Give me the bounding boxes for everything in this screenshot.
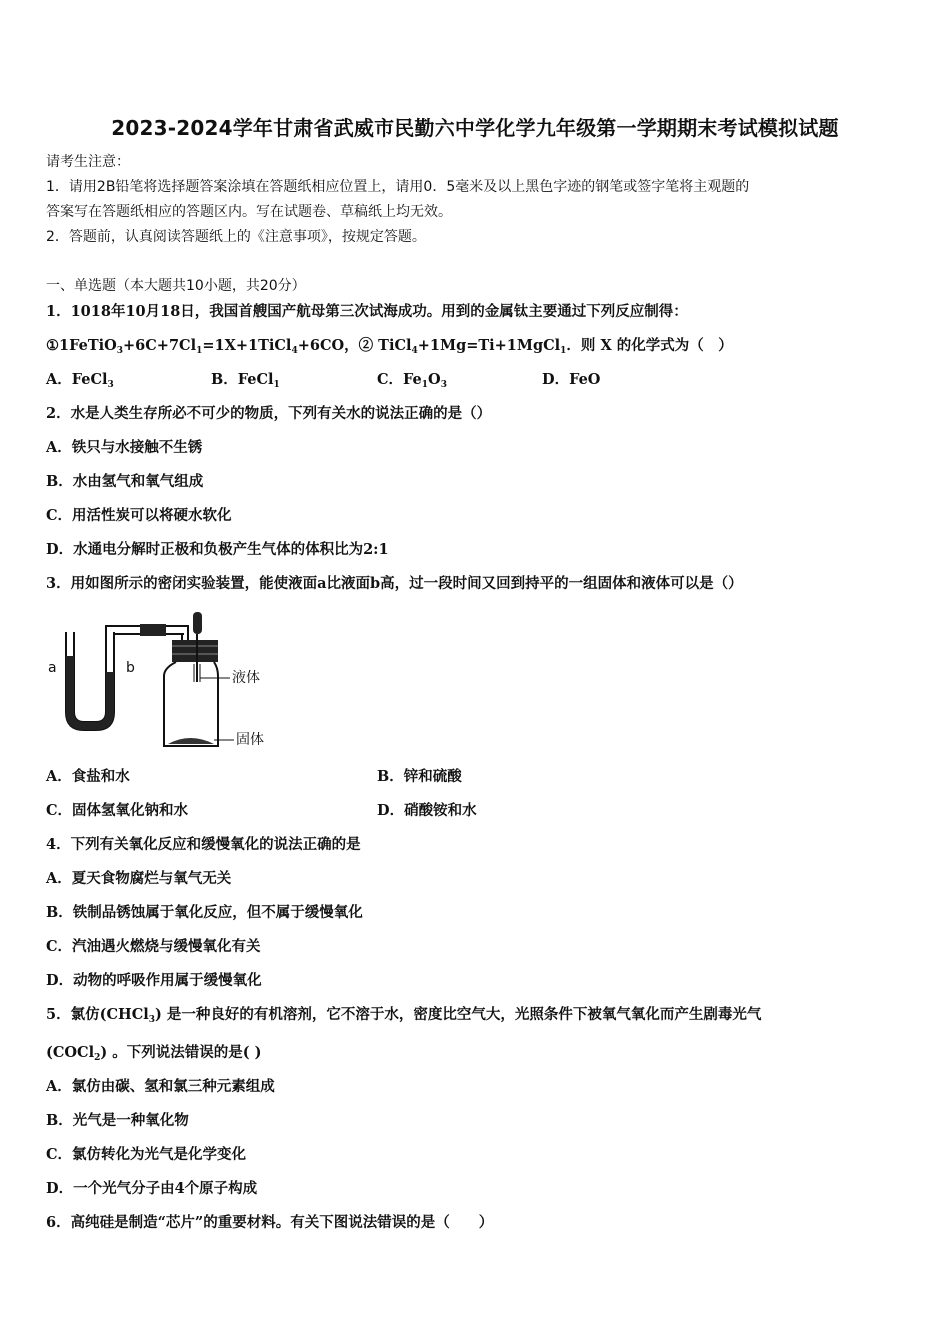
q3-option-a[interactable]: A．食盐和水 [46, 768, 130, 785]
q5-option-b[interactable]: B．光气是一种氧化物 [46, 1112, 189, 1129]
q4-option-b[interactable]: B．铁制品锈蚀属于氧化反应，但不属于缓慢氧化 [46, 904, 363, 921]
q3-option-c[interactable]: C．固体氢氧化钠和水 [46, 802, 189, 819]
q5-option-d[interactable]: D．一个光气分子由4个原子构成 [46, 1180, 258, 1197]
q3-stem: 3．用如图所示的密闭实验装置，能使液面a比液面b高，过一段时间又回到持平的一组固体和液体可以是（） [46, 575, 743, 592]
q5-stem-line1: 5．氯仿(CHCl$_3$) 是一种良好的有机溶剂，它不溶于水，密度比空气大，光照条件下被氧气氧化而产生剧毒光气 [46, 1006, 762, 1025]
q3-option-b[interactable]: B．锌和硫酸 [377, 768, 462, 785]
q1-option-c[interactable]: C．$Fe_1O_3$ [377, 371, 447, 390]
q3-label-a: a [48, 660, 57, 676]
q3-label-solid: 固体 [236, 732, 264, 748]
notice-item-1b: 答案写在答题纸相应的答题区内。写在试题卷、草稿纸上均无效。 [46, 204, 452, 220]
q2-stem: 2．水是人类生存所必不可少的物质，下列有关水的说法正确的是（） [46, 405, 492, 422]
q3-label-b: b [126, 660, 135, 676]
q2-option-a[interactable]: A．铁只与水接触不生锈 [46, 439, 203, 456]
q6-stem: 6．高纯硅是制造“芯片”的重要材料。有关下图说法错误的是（ ） [46, 1214, 494, 1231]
q5-option-c[interactable]: C．氯仿转化为光气是化学变化 [46, 1146, 247, 1163]
q4-option-a[interactable]: A．夏天食物腐烂与氧气无关 [46, 870, 232, 887]
q1-option-a[interactable]: A．FeCl$_3$ [46, 371, 114, 390]
q4-option-d[interactable]: D．动物的呼吸作用属于缓慢氧化 [46, 972, 262, 989]
notice-item-1a: 1．请用2B铅笔将选择题答案涂填在答题纸相应位置上，请用0．5毫米及以上黑色字迹的钢笔或签字笔将主观题的 [46, 179, 750, 195]
notice-heading: 请考生注意： [46, 154, 130, 170]
q1-option-b[interactable]: B．FeCl$_1$ [211, 371, 280, 390]
section-heading: 一、单选题（本大题共10小题，共20分） [46, 278, 306, 294]
notice-item-2: 2．答题前，认真阅读答题纸上的《注意事项》，按规定答题。 [46, 229, 426, 245]
q3-option-d[interactable]: D．硝酸铵和水 [377, 802, 477, 819]
q1-equations: $①1FeTiO_3+6C+7Cl_1=1X+1TiCl_4+6CO$，② TiCl$_4$+1Mg=Ti+1MgCl$_1$．则 X 的化学式为（ ） [46, 337, 733, 356]
page-title: 2023-2024学年甘肃省武威市民勤六中学化学九年级第一学期期末考试模拟试题 [111, 116, 839, 140]
q4-stem: 4．下列有关氧化反应和缓慢氧化的说法正确的是 [46, 836, 361, 853]
q1-option-d[interactable]: D．FeO [542, 371, 601, 388]
q5-stem-line2: (COCl$_2$) 。下列说法错误的是( ) [46, 1044, 262, 1063]
q5-option-a[interactable]: A．氯仿由碳、氢和氯三种元素组成 [46, 1078, 275, 1095]
q2-option-c[interactable]: C．用活性炭可以将硬水软化 [46, 507, 232, 524]
q4-option-c[interactable]: C．汽油遇火燃烧与缓慢氧化有关 [46, 938, 261, 955]
q3-label-liquid: 液体 [232, 670, 260, 686]
q1-stem: 1．1018年10月18日，我国首艘国产航母第三次试海成功。用到的金属钛主要通过下列反应制得： [46, 303, 688, 320]
q2-option-d[interactable]: D．水通电分解时正极和负极产生气体的体积比为2:1 [46, 541, 389, 558]
q2-option-b[interactable]: B．水由氢气和氧气组成 [46, 473, 204, 490]
